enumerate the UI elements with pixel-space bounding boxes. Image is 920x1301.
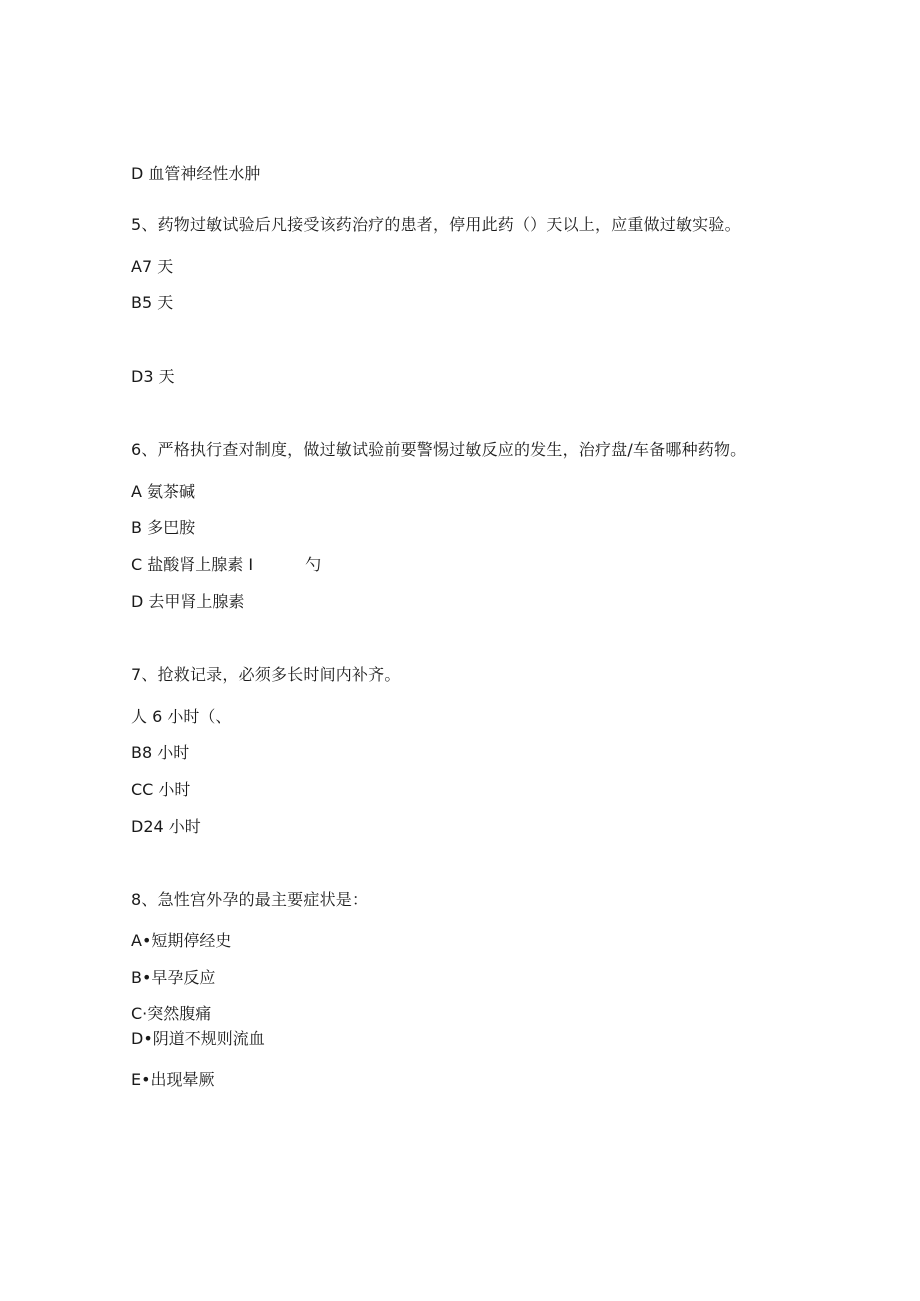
option-b-q5: B5 天 xyxy=(131,293,174,312)
option-c-q7: CC 小时 xyxy=(131,780,191,799)
question-5: 5、药物过敏试验后凡接受该药治疗的患者，停用此药（）天以上，应重做过敏实验。 xyxy=(131,215,741,234)
option-c-q6 xyxy=(131,554,321,576)
option-a-q5: A7 天 xyxy=(131,257,174,276)
option-d-q4: D 血管神经性水肿 xyxy=(131,164,261,183)
option-a-q7: 人 6 小时（、 xyxy=(131,707,232,726)
option-d-q7: D24 小时 xyxy=(131,817,201,836)
option-a-q8: A•短期停经史 xyxy=(131,931,232,950)
option-b-q8: B•早孕反应 xyxy=(131,968,216,987)
option-d-q5: D3 天 xyxy=(131,367,175,386)
question-6: 6、严格执行查对制度，做过敏试验前要警惕过敏反应的发生，治疗盘/车备哪种药物。 xyxy=(131,440,747,459)
option-c-q8: C·突然腹痛 xyxy=(131,1004,212,1023)
question-8: 8、急性宫外孕的最主要症状是： xyxy=(131,890,369,909)
option-c-q6-tail: 勺 xyxy=(305,555,322,574)
option-e-q8: E•出现晕厥 xyxy=(131,1070,215,1089)
option-d-q6: D 去甲肾上腺素 xyxy=(131,592,245,611)
option-c-q6-text: C 盐酸肾上腺素 I xyxy=(131,555,254,574)
option-a-q6: A 氨茶碱 xyxy=(131,482,196,501)
question-7: 7、抢救记录，必须多长时间内补齐。 xyxy=(131,665,401,684)
option-b-q6: B 多巴胺 xyxy=(131,518,196,537)
option-b-q7: B8 小时 xyxy=(131,743,190,762)
option-d-q8: D•阴道不规则流血 xyxy=(131,1029,265,1048)
